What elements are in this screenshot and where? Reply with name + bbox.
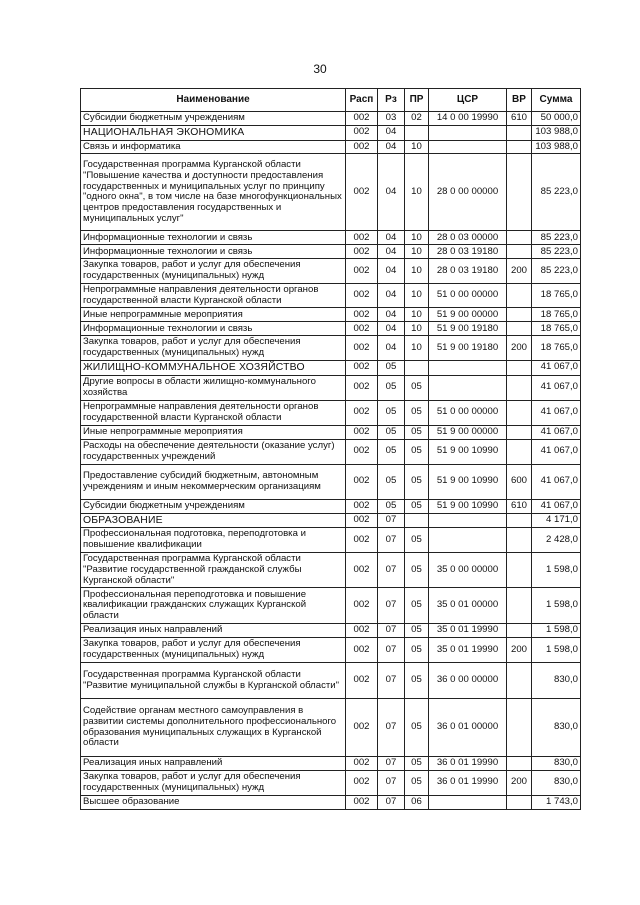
cell-rz: 07 [378, 770, 405, 795]
cell-name: Связь и информатика [81, 140, 346, 154]
cell-name: НАЦИОНАЛЬНАЯ ЭКОНОМИКА [81, 125, 346, 140]
cell-pr [405, 360, 429, 375]
cell-rasp: 002 [346, 513, 378, 528]
cell-sum: 4 171,0 [532, 513, 581, 528]
cell-pr: 10 [405, 154, 429, 231]
cell-pr: 05 [405, 439, 429, 464]
cell-vr [507, 154, 532, 231]
cell-name: Государственная программа Курганской области "Повышение качества и доступности предоставления государственных и муниципальных услуг по принципу "одного окна", в том числе на базе многофункциональных центров предоставления государственных и муниципальных услуг" [81, 154, 346, 231]
cell-pr: 10 [405, 231, 429, 245]
cell-vr: 610 [507, 112, 532, 126]
cell-name: Информационные технологии и связь [81, 231, 346, 245]
table-body [81, 112, 581, 810]
cell-csr: 51 9 00 10990 [429, 464, 507, 499]
cell-name: Информационные технологии и связь [81, 245, 346, 259]
cell-rasp: 002 [346, 757, 378, 771]
table-row [81, 638, 581, 663]
column-header-pr: ПР [405, 89, 429, 112]
cell-sum: 85 223,0 [532, 259, 581, 283]
cell-sum: 41 067,0 [532, 400, 581, 425]
cell-name: Расходы на обеспечение деятельности (оказание услуг) государственных учреждений [81, 439, 346, 464]
cell-pr: 10 [405, 308, 429, 322]
cell-rasp: 002 [346, 112, 378, 126]
cell-sum: 1 743,0 [532, 795, 581, 809]
table-row [81, 259, 581, 283]
cell-sum: 18 765,0 [532, 308, 581, 322]
cell-name: Закупка товаров, работ и услуг для обеспечения государственных (муниципальных) нужд [81, 770, 346, 795]
cell-rz: 05 [378, 425, 405, 439]
cell-csr: 51 9 00 10990 [429, 499, 507, 513]
cell-csr: 35 0 00 00000 [429, 553, 507, 588]
cell-sum: 41 067,0 [532, 464, 581, 499]
cell-csr: 35 0 01 19990 [429, 638, 507, 663]
table-row [81, 464, 581, 499]
cell-sum: 1 598,0 [532, 553, 581, 588]
table-row [81, 231, 581, 245]
cell-vr [507, 400, 532, 425]
cell-rasp: 002 [346, 125, 378, 140]
cell-rz: 04 [378, 125, 405, 140]
cell-sum: 1 598,0 [532, 624, 581, 638]
cell-pr: 06 [405, 795, 429, 809]
cell-name: Непрограммные направления деятельности органов государственной власти Курганской области [81, 283, 346, 307]
table-row [81, 588, 581, 624]
table-row [81, 770, 581, 795]
cell-rz: 07 [378, 795, 405, 809]
cell-pr: 05 [405, 663, 429, 699]
cell-rz: 07 [378, 513, 405, 528]
table-row [81, 528, 581, 553]
cell-name: ЖИЛИЩНО-КОММУНАЛЬНОЕ ХОЗЯЙСТВО [81, 360, 346, 375]
cell-sum: 85 223,0 [532, 231, 581, 245]
cell-rasp: 002 [346, 770, 378, 795]
cell-sum: 41 067,0 [532, 375, 581, 400]
cell-csr: 51 9 00 19180 [429, 322, 507, 336]
cell-rz: 07 [378, 757, 405, 771]
cell-rz: 04 [378, 245, 405, 259]
cell-pr: 05 [405, 553, 429, 588]
cell-vr [507, 757, 532, 771]
cell-csr [429, 528, 507, 553]
cell-sum: 1 598,0 [532, 638, 581, 663]
cell-pr: 05 [405, 588, 429, 624]
cell-rasp: 002 [346, 663, 378, 699]
column-header-vr: ВР [507, 89, 532, 112]
cell-vr [507, 375, 532, 400]
cell-sum: 85 223,0 [532, 154, 581, 231]
cell-rasp: 002 [346, 283, 378, 307]
page-number: 30 [313, 62, 327, 76]
cell-pr: 10 [405, 259, 429, 283]
cell-pr: 05 [405, 770, 429, 795]
cell-rz: 04 [378, 259, 405, 283]
cell-csr: 36 0 01 19990 [429, 757, 507, 771]
cell-vr [507, 513, 532, 528]
cell-csr: 28 0 03 19180 [429, 245, 507, 259]
table-row [81, 699, 581, 757]
cell-sum: 103 988,0 [532, 125, 581, 140]
cell-rasp: 002 [346, 588, 378, 624]
cell-vr [507, 245, 532, 259]
cell-rz: 04 [378, 308, 405, 322]
cell-csr: 28 0 03 00000 [429, 231, 507, 245]
cell-pr: 05 [405, 464, 429, 499]
cell-pr: 05 [405, 624, 429, 638]
cell-vr: 200 [507, 638, 532, 663]
cell-rasp: 002 [346, 553, 378, 588]
table-row [81, 513, 581, 528]
cell-rasp: 002 [346, 336, 378, 360]
cell-csr [429, 513, 507, 528]
cell-sum: 18 765,0 [532, 336, 581, 360]
cell-vr [507, 663, 532, 699]
cell-rz: 07 [378, 699, 405, 757]
cell-name: Закупка товаров, работ и услуг для обеспечения государственных (муниципальных) нужд [81, 259, 346, 283]
table-row [81, 663, 581, 699]
cell-rz: 07 [378, 663, 405, 699]
cell-sum: 830,0 [532, 663, 581, 699]
cell-sum: 830,0 [532, 699, 581, 757]
cell-name: Иные непрограммные мероприятия [81, 308, 346, 322]
cell-pr: 05 [405, 375, 429, 400]
cell-rasp: 002 [346, 528, 378, 553]
cell-rasp: 002 [346, 499, 378, 513]
cell-vr [507, 439, 532, 464]
table-row [81, 125, 581, 140]
cell-rasp: 002 [346, 154, 378, 231]
cell-csr [429, 125, 507, 140]
cell-sum: 50 000,0 [532, 112, 581, 126]
cell-rasp: 002 [346, 464, 378, 499]
cell-pr [405, 125, 429, 140]
cell-sum: 85 223,0 [532, 245, 581, 259]
cell-rz: 07 [378, 638, 405, 663]
cell-rz: 04 [378, 231, 405, 245]
cell-vr: 600 [507, 464, 532, 499]
cell-pr: 02 [405, 112, 429, 126]
cell-pr: 05 [405, 425, 429, 439]
cell-rasp: 002 [346, 140, 378, 154]
cell-name: Другие вопросы в области жилищно-коммунального хозяйства [81, 375, 346, 400]
cell-sum: 18 765,0 [532, 283, 581, 307]
cell-rasp: 002 [346, 245, 378, 259]
cell-pr: 05 [405, 400, 429, 425]
cell-rasp: 002 [346, 360, 378, 375]
cell-sum: 41 067,0 [532, 439, 581, 464]
table-row [81, 499, 581, 513]
cell-csr: 51 9 00 00000 [429, 308, 507, 322]
table-row [81, 308, 581, 322]
cell-vr: 200 [507, 770, 532, 795]
cell-name: Содействие органам местного самоуправления в развитии системы дополнительного профессионального образования муниципальных служащих в Курганской области [81, 699, 346, 757]
cell-csr: 36 0 01 19990 [429, 770, 507, 795]
table-row [81, 140, 581, 154]
cell-rz: 04 [378, 322, 405, 336]
cell-vr [507, 699, 532, 757]
cell-name: Реализация иных направлений [81, 624, 346, 638]
table-row [81, 795, 581, 809]
cell-sum: 41 067,0 [532, 499, 581, 513]
cell-pr [405, 513, 429, 528]
cell-vr: 200 [507, 336, 532, 360]
cell-sum: 2 428,0 [532, 528, 581, 553]
cell-vr [507, 140, 532, 154]
column-header-rz: Рз [378, 89, 405, 112]
cell-rz: 05 [378, 375, 405, 400]
cell-rz: 04 [378, 140, 405, 154]
cell-rz: 07 [378, 528, 405, 553]
cell-name: Непрограммные направления деятельности органов государственной власти Курганской области [81, 400, 346, 425]
cell-vr [507, 360, 532, 375]
cell-csr [429, 795, 507, 809]
cell-pr: 10 [405, 322, 429, 336]
column-header-sum: Сумма [532, 89, 581, 112]
cell-pr: 05 [405, 638, 429, 663]
table-row [81, 245, 581, 259]
table-row [81, 154, 581, 231]
cell-name: Иные непрограммные мероприятия [81, 425, 346, 439]
cell-vr [507, 322, 532, 336]
cell-sum: 41 067,0 [532, 425, 581, 439]
cell-csr: 28 0 03 19180 [429, 259, 507, 283]
cell-csr: 51 9 00 00000 [429, 425, 507, 439]
cell-vr [507, 624, 532, 638]
cell-rz: 04 [378, 154, 405, 231]
table-row [81, 439, 581, 464]
budget-table [80, 88, 581, 810]
cell-pr: 10 [405, 140, 429, 154]
cell-vr [507, 425, 532, 439]
cell-name: Профессиональная переподготовка и повышение квалификации гражданских служащих Курганской области [81, 588, 346, 624]
cell-rasp: 002 [346, 795, 378, 809]
cell-rz: 05 [378, 464, 405, 499]
cell-vr [507, 553, 532, 588]
cell-name: Государственная программа Курганской области "Развитие государственной гражданской службы Курганской области" [81, 553, 346, 588]
cell-vr [507, 588, 532, 624]
cell-name: Реализация иных направлений [81, 757, 346, 771]
cell-name: Высшее образование [81, 795, 346, 809]
cell-csr [429, 360, 507, 375]
cell-rasp: 002 [346, 624, 378, 638]
column-header-rasp: Расп [346, 89, 378, 112]
cell-rasp: 002 [346, 322, 378, 336]
cell-vr [507, 231, 532, 245]
cell-rasp: 002 [346, 400, 378, 425]
cell-rz: 07 [378, 624, 405, 638]
cell-pr: 10 [405, 283, 429, 307]
cell-pr: 10 [405, 245, 429, 259]
cell-sum: 18 765,0 [532, 322, 581, 336]
table-row [81, 425, 581, 439]
cell-rz: 05 [378, 439, 405, 464]
cell-csr: 51 0 00 00000 [429, 400, 507, 425]
table-row [81, 624, 581, 638]
cell-sum: 1 598,0 [532, 588, 581, 624]
cell-csr [429, 375, 507, 400]
cell-sum: 830,0 [532, 770, 581, 795]
cell-rasp: 002 [346, 308, 378, 322]
cell-rz: 07 [378, 553, 405, 588]
cell-rz: 07 [378, 588, 405, 624]
table-row [81, 360, 581, 375]
cell-name: Субсидии бюджетным учреждениям [81, 112, 346, 126]
table-row [81, 336, 581, 360]
cell-csr: 14 0 00 19990 [429, 112, 507, 126]
cell-sum: 830,0 [532, 757, 581, 771]
cell-csr: 51 9 00 10990 [429, 439, 507, 464]
cell-vr [507, 283, 532, 307]
cell-vr [507, 528, 532, 553]
cell-name: Предоставление субсидий бюджетным, автономным учреждениям и иным некоммерческим организациям [81, 464, 346, 499]
cell-name: Информационные технологии и связь [81, 322, 346, 336]
cell-csr: 51 9 00 19180 [429, 336, 507, 360]
cell-pr: 05 [405, 699, 429, 757]
cell-name: Субсидии бюджетным учреждениям [81, 499, 346, 513]
cell-rasp: 002 [346, 259, 378, 283]
cell-vr [507, 795, 532, 809]
cell-sum: 103 988,0 [532, 140, 581, 154]
cell-rasp: 002 [346, 231, 378, 245]
cell-pr: 05 [405, 757, 429, 771]
cell-pr: 05 [405, 528, 429, 553]
cell-rasp: 002 [346, 699, 378, 757]
cell-name: ОБРАЗОВАНИЕ [81, 513, 346, 528]
cell-vr: 200 [507, 259, 532, 283]
cell-rasp: 002 [346, 425, 378, 439]
table-row [81, 112, 581, 126]
table-row [81, 757, 581, 771]
table-row [81, 400, 581, 425]
table-row [81, 375, 581, 400]
table-row [81, 283, 581, 307]
column-header-name: Наименование [81, 89, 346, 112]
cell-csr: 51 0 00 00000 [429, 283, 507, 307]
cell-rz: 04 [378, 283, 405, 307]
cell-rz: 05 [378, 400, 405, 425]
table-row [81, 322, 581, 336]
cell-csr: 28 0 00 00000 [429, 154, 507, 231]
cell-name: Профессиональная подготовка, переподготовка и повышение квалификации [81, 528, 346, 553]
table-header-row [81, 89, 581, 112]
cell-rasp: 002 [346, 638, 378, 663]
table-row [81, 553, 581, 588]
cell-name: Закупка товаров, работ и услуг для обеспечения государственных (муниципальных) нужд [81, 638, 346, 663]
cell-pr: 05 [405, 499, 429, 513]
cell-csr: 35 0 01 19990 [429, 624, 507, 638]
cell-csr: 36 0 01 00000 [429, 699, 507, 757]
cell-csr [429, 140, 507, 154]
cell-csr: 36 0 00 00000 [429, 663, 507, 699]
cell-rasp: 002 [346, 375, 378, 400]
cell-rz: 03 [378, 112, 405, 126]
cell-name: Государственная программа Курганской области "Развитие муниципальной службы в Курганской области" [81, 663, 346, 699]
cell-rz: 05 [378, 360, 405, 375]
cell-vr: 610 [507, 499, 532, 513]
cell-rz: 04 [378, 336, 405, 360]
cell-rasp: 002 [346, 439, 378, 464]
cell-sum: 41 067,0 [532, 360, 581, 375]
cell-rz: 05 [378, 499, 405, 513]
column-header-csr: ЦСР [429, 89, 507, 112]
cell-vr [507, 125, 532, 140]
cell-name: Закупка товаров, работ и услуг для обеспечения государственных (муниципальных) нужд [81, 336, 346, 360]
cell-vr [507, 308, 532, 322]
cell-csr: 35 0 01 00000 [429, 588, 507, 624]
cell-pr: 10 [405, 336, 429, 360]
